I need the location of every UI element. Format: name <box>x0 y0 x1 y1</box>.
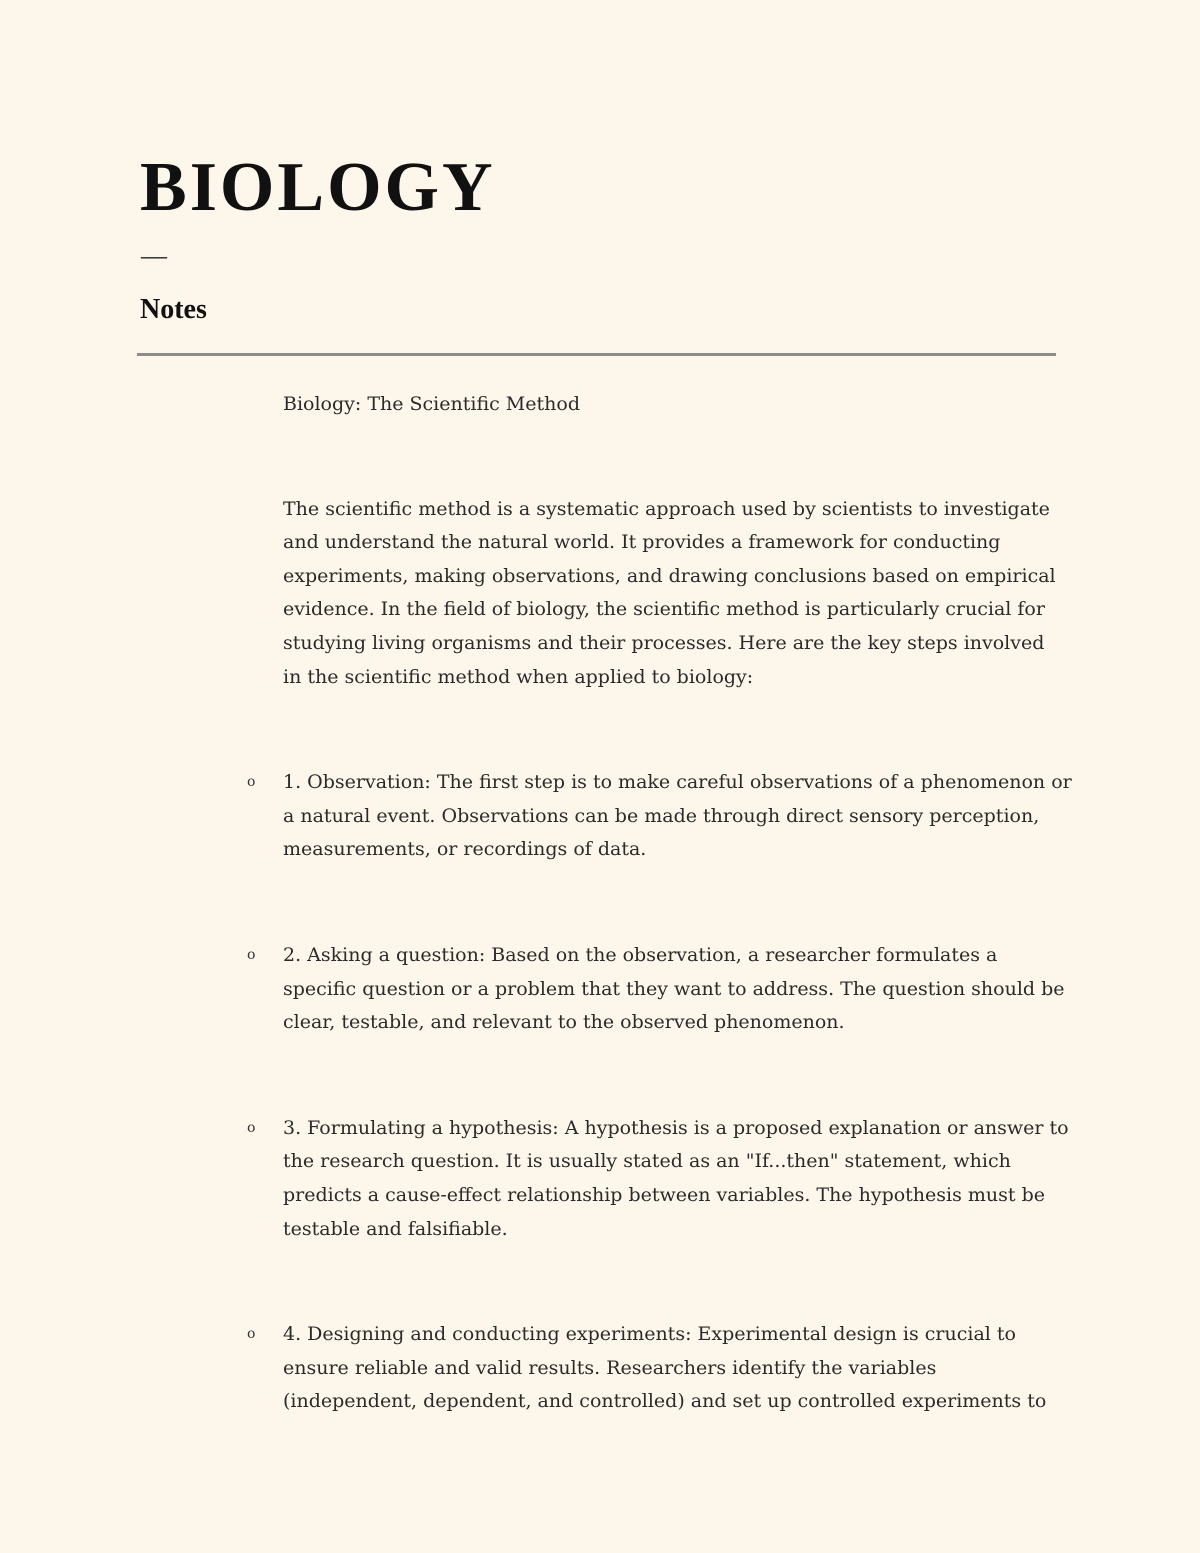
step-text: 3. Formulating a hypothesis: A hypothesis is a proposed explanation or answer to the research question. It is usually stated as an "If...then" statement, which predicts a cause-effect relationship between variables. The hypothesis must be testable and falsifiable. <box>283 1116 1069 1240</box>
bullet-icon: o <box>247 946 256 963</box>
list-item <box>247 1112 1073 1246</box>
bullet-icon: o <box>247 1119 256 1136</box>
step-text: 4. Designing and conducting experiments: Experimental design is crucial to ensure reliable and valid results. Researchers identify the variables (independent, dependent, and controlled) and set up controlled experiments to <box>283 1323 1047 1413</box>
title-dash: — <box>141 241 167 270</box>
list-item <box>247 1318 1073 1419</box>
page-subtitle: Notes <box>140 294 207 325</box>
step-text: 2. Asking a question: Based on the observation, a researcher formulates a specific question or a problem that they want to address. The question should be clear, testable, and relevant to the observed phenomenon. <box>283 943 1065 1034</box>
step-text: 1. Observation: The first step is to make careful observations of a phenomenon or a natural event. Observations can be made through direct sensory perception, measurements, or recordings of data. <box>283 771 1072 861</box>
header-divider <box>137 353 1056 356</box>
bullet-icon: o <box>247 1326 256 1343</box>
document-heading: Biology: The Scientific Method <box>283 393 580 415</box>
list-item <box>247 766 1073 867</box>
list-item <box>247 939 1073 1040</box>
document-body <box>247 388 1073 1491</box>
steps-list <box>247 766 1073 1419</box>
page-title: BIOLOGY <box>140 149 496 226</box>
bullet-icon: o <box>247 774 256 791</box>
intro-paragraph: The scientific method is a systematic approach used by scientists to investigate and understand the natural world. It provides a framework for conducting experiments, making observations, and drawing conclusions based on empirical evidence. In the field of biology, the scientific method is particularly crucial for studying living organisms and their processes. Here are the key steps involved in the scientific method when applied to biology: <box>283 497 1056 688</box>
